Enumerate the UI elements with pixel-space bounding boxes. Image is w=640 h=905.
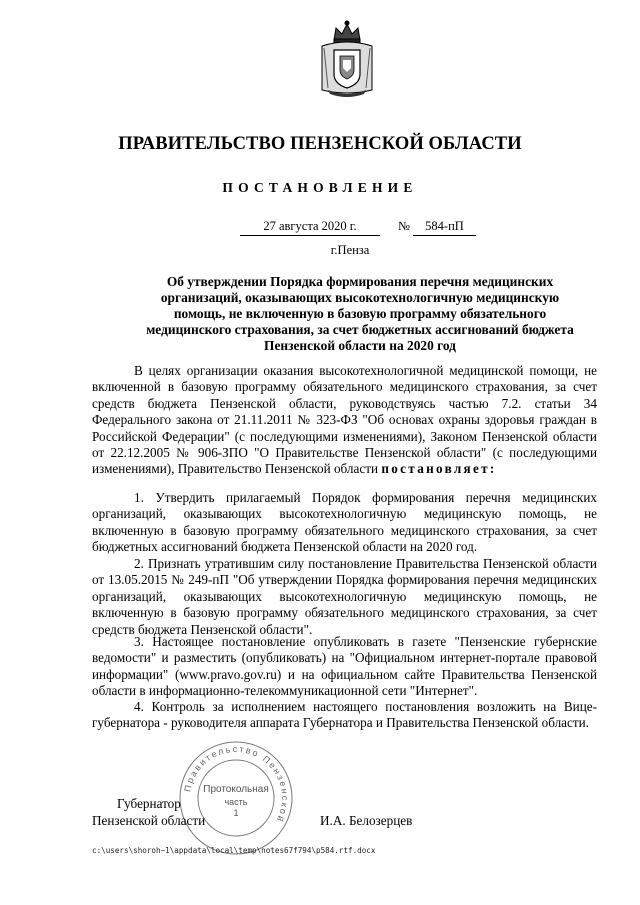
document-number: 584-пП [413, 219, 476, 236]
stamp-label-line1: Протокольная [203, 784, 269, 795]
stamp-number: 1 [233, 808, 239, 818]
item-4-paragraph: 4. Контроль за исполнением настоящего постановления возложить на Вице-губернатора - руководителя аппарата Губернатора и Правительства Пензенской области. [92, 699, 597, 731]
stamp-ring-text: Правительство Пензенской [182, 743, 291, 825]
stamp-label-line2: часть [224, 797, 248, 807]
item-2-paragraph: 2. Признать утратившим силу постановление Правительства Пензенской области от 13.05.2015 № 249-пП "Об утверждении Порядка формирования перечня медицинских организаций, оказывающих высокотехнологичную медицинскую помощь, не включенную в базовую программу обязательного медицинского страхования, за счет средств бюджета Пензенской области". [92, 556, 597, 637]
signatory-title-line1: Губернатор [117, 796, 181, 811]
document-type: ПОСТАНОВЛЕНИЕ [222, 180, 418, 195]
file-path-footer: c:\users\shoroh~1\appdata\local\temp\notes67f794\p584.rtf.docx [92, 846, 376, 855]
coat-of-arms-emblem [318, 20, 376, 98]
government-title: ПРАВИТЕЛЬСТВО ПЕНЗЕНСКОЙ ОБЛАСТИ [118, 134, 522, 154]
number-sign: № [398, 219, 410, 233]
item-1-paragraph: 1. Утвердить прилагаемый Порядок формирования перечня медицинских организаций, оказывающих высокотехнологичную медицинскую помощь, не включенную в базовую программу обязательного медицинского страхования, за счет бюджетных ассигнований бюджета Пензенской области на 2020 год. [92, 490, 597, 555]
document-subject: Об утверждении Порядка формирования перечня медицинских организаций, оказывающих высокотехнологичную медицинскую помощь, не включенную в базовую программу обязательного медицинского страхования, за счет бюджетных ассигнований бюджета Пензенской области на 2020 год [146, 274, 574, 353]
signatory-title-line2: Пензенской области [92, 813, 206, 828]
crown-icon [334, 21, 360, 43]
item-3-paragraph: 3. Настоящее постановление опубликовать в газете "Пензенские губернские ведомости" и разместить (опубликовать) на "Официальном интернет-портале правовой информации" (www.pravo.gov.ru) и на официальном сайте Правительства Пензенской области в информационно-телекоммуникационной сети "Интернет". [92, 634, 597, 699]
signatory-name: И.А. Белозерцев [320, 813, 413, 828]
document-city: г.Пенза [330, 243, 370, 257]
resolves-keyword: постановляет: [381, 461, 497, 477]
preamble-text: В целях организации оказания высокотехнологичной медицинской помощи, не включенной в базовую программу обязательного медицинского страхования, за счет средств бюджета Пензенской области, руководствуясь частью 7.2. статьи 34 Федерального закона от 21.11.2011 № 323-ФЗ "Об основах охраны здоровья граждан в Российской Федерации" (с последующими изменениями), Законом Пензенской области от 22.12.2005 № 906-ЗПО "О Правительстве Пензенской области" (с последующими изменениями), Правительство Пензенской области [92, 363, 597, 477]
official-stamp [176, 738, 296, 858]
preamble-paragraph [92, 363, 597, 478]
document-date: 27 августа 2020 г. [240, 219, 380, 236]
